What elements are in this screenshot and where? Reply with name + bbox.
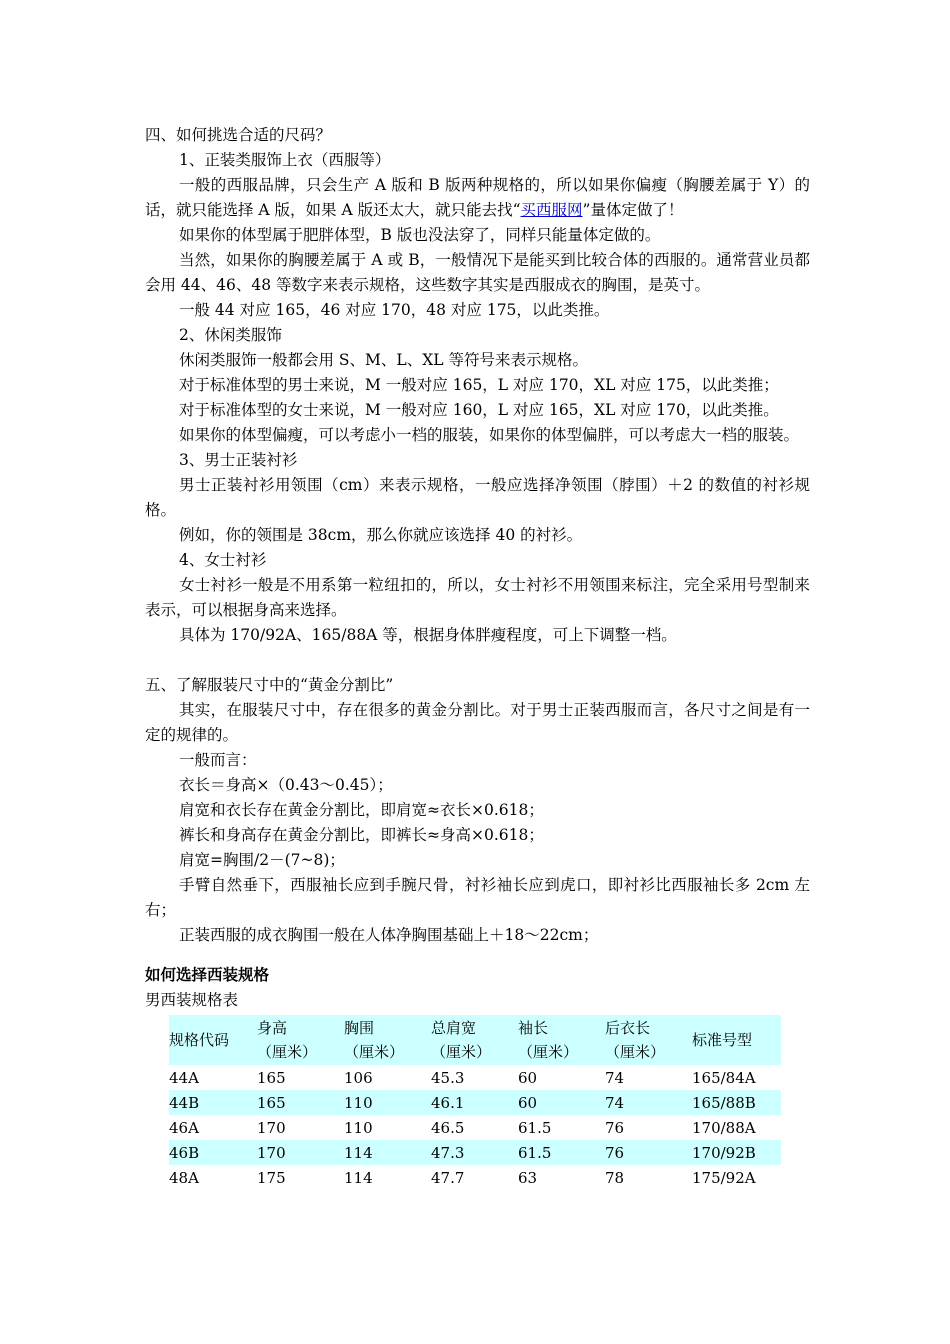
formula-shoulder-chest: 肩宽=胸围/2－(7~8)； (179, 851, 345, 869)
table-cell: 61.5 (518, 1118, 552, 1137)
table-cell: 44B (169, 1090, 257, 1115)
paragraph-collar: 男士正装衬衫用领围（cm）来表示规格，一般应选择净领围（脖围）＋2 的数值的衬衫规格。 (145, 476, 810, 519)
table-cell: 46B (169, 1140, 257, 1165)
table-cell: 165/88B (692, 1090, 781, 1115)
table-cell: 114 (344, 1140, 431, 1165)
table-cell: 110 (344, 1090, 431, 1115)
table-row (169, 1115, 781, 1140)
formula-trouser: 裤长和身高存在黄金分割比，即裤长≈身高×0.618； (179, 826, 544, 844)
header-cell: 后衣长 （厘米） (605, 1015, 692, 1065)
table-cell: 110 (344, 1118, 373, 1137)
paragraph-casual-symbols: 休闲类服饰一般都会用 S、M、L、XL 等符号来表示规格。 (179, 351, 588, 369)
table-cell: 60 (518, 1090, 605, 1115)
table-cell: 114 (344, 1168, 373, 1187)
table-cell: 165 (257, 1068, 286, 1087)
spacer (145, 948, 810, 962)
table-cell: 170 (257, 1118, 286, 1137)
formula-chest-allowance: 正装西服的成衣胸围一般在人体净胸围基础上＋18～22cm； (179, 926, 599, 944)
paragraph-sleeve: 手臂自然垂下，西服袖长应到手腕尺骨，衬衫袖长应到虎口，即衬衫比西服袖长多 2cm 左右； (145, 876, 810, 919)
section-6-title: 如何选择西装规格 (145, 966, 270, 984)
section-4-title: 四、如何挑选合适的尺码？ (145, 126, 332, 144)
table-row (169, 1165, 781, 1190)
table-cell: 45.3 (431, 1068, 465, 1087)
table-cell: 106 (344, 1068, 373, 1087)
table-cell: 44A (169, 1068, 199, 1087)
paragraph-body-type: 如果你的体型偏瘦，可以考虑小一档的服装，如果你的体型偏胖，可以考虑大一档的服装。 (179, 426, 800, 444)
header-cell: 袖长 （厘米） (518, 1015, 605, 1065)
table-cell: 48A (169, 1168, 199, 1187)
table-cell: 165 (257, 1090, 344, 1115)
paragraph-chest-waist: 当然，如果你的胸腰差属于 A 或 B，一般情况下是能买到比较合体的西服的。通常营业员都会用 44、46、48 等数字来表示规格，这些数字其实是西服成衣的胸围，是英寸。 (145, 251, 810, 294)
paragraph-text: 一般的西服品牌，只会生产 A 版和 B 版两种规格的，所以如果你偏瘦（胸腰差属于 Y）的话，就只能选择 A 版，如果 A 版还太大，就只能去找“ (145, 176, 810, 219)
table-cell: 170 (257, 1140, 344, 1165)
paragraph-size-mapping: 一般 44 对应 165，46 对应 170，48 对应 175，以此类推。 (179, 301, 610, 319)
table-cell: 60 (518, 1068, 538, 1087)
table-cell: 46.5 (431, 1118, 465, 1137)
paragraph-men-mapping: 对于标准体型的男士来说，M 一般对应 165，L 对应 170，XL 对应 175，以此类推； (179, 376, 779, 394)
table-cell: 46.1 (431, 1090, 518, 1115)
paragraph-women-shirt: 女士衬衫一般是不用系第一粒纽扣的，所以，女士衬衫不用领围来标注，完全采用号型制来表示，可以根据身高来选择。 (145, 576, 810, 619)
table-cell: 76 (605, 1140, 692, 1165)
suit-size-table (169, 1015, 781, 1190)
formula-jacket-length: 衣长＝身高×（0.43～0.45）； (179, 776, 393, 794)
table-row (169, 1065, 781, 1090)
spacer (145, 648, 810, 673)
table-cell: 47.7 (431, 1168, 465, 1187)
paragraph-text: ”量体定做了！ (582, 201, 684, 219)
paragraph-women-mapping: 对于标准体型的女士来说，M 一般对应 160，L 对应 165，XL 对应 170，以此类推。 (179, 401, 779, 419)
table-cell: 165/84A (692, 1068, 756, 1087)
subheading-women-shirt: 4、女士衬衫 (179, 551, 267, 569)
table-cell: 175 (257, 1168, 286, 1187)
subheading-casual: 2、休闲类服饰 (179, 326, 282, 344)
subheading-men-shirt: 3、男士正装衬衫 (179, 451, 298, 469)
header-cell: 胸围 （厘米） (344, 1015, 431, 1065)
table-cell: 74 (605, 1068, 625, 1087)
paragraph-collar-example: 例如，你的领围是 38cm，那么你就应该选择 40 的衬衫。 (179, 526, 583, 544)
paragraph-golden-ratio: 其实，在服装尺寸中，存在很多的黄金分割比。对于男士正装西服而言，各尺寸之间是有一定的规律的。 (145, 701, 810, 744)
table-cell: 61.5 (518, 1140, 605, 1165)
header-cell: 身高 （厘米） (257, 1015, 344, 1065)
table-cell: 76 (605, 1118, 625, 1137)
buy-suit-link[interactable]: 买西服网 (520, 201, 583, 219)
table-cell: 78 (605, 1168, 625, 1187)
table-cell: 175/92A (692, 1168, 756, 1187)
formula-intro: 一般而言： (179, 751, 257, 769)
table-cell: 170/88A (692, 1118, 756, 1137)
formula-shoulder: 肩宽和衣长存在黄金分割比，即肩宽≈衣长×0.618； (179, 801, 544, 819)
section-5-title: 五、了解服装尺寸中的“黄金分割比” (145, 676, 394, 694)
table-header-row (169, 1015, 781, 1065)
table-cell: 47.3 (431, 1140, 518, 1165)
document-content (145, 123, 810, 1190)
table-row (169, 1090, 781, 1115)
table-row (169, 1140, 781, 1165)
table-caption: 男西装规格表 (145, 991, 239, 1009)
paragraph-ab-version (145, 173, 810, 223)
table-cell: 46A (169, 1118, 199, 1137)
header-cell: 标准号型 (692, 1015, 781, 1065)
subheading-formal-jacket: 1、正装类服饰上衣（西服等） (179, 151, 391, 169)
paragraph-women-shirt-example: 具体为 170/92A、165/88A 等，根据身体胖瘦程度，可上下调整一档。 (179, 626, 677, 644)
table-cell: 74 (605, 1090, 692, 1115)
paragraph-obese: 如果你的体型属于肥胖体型，B 版也没法穿了，同样只能量体定做的。 (179, 226, 661, 244)
header-cell: 总肩宽 （厘米） (431, 1015, 518, 1065)
table-cell: 63 (518, 1168, 538, 1187)
header-cell: 规格代码 (169, 1015, 257, 1065)
table-cell: 170/92B (692, 1140, 781, 1165)
